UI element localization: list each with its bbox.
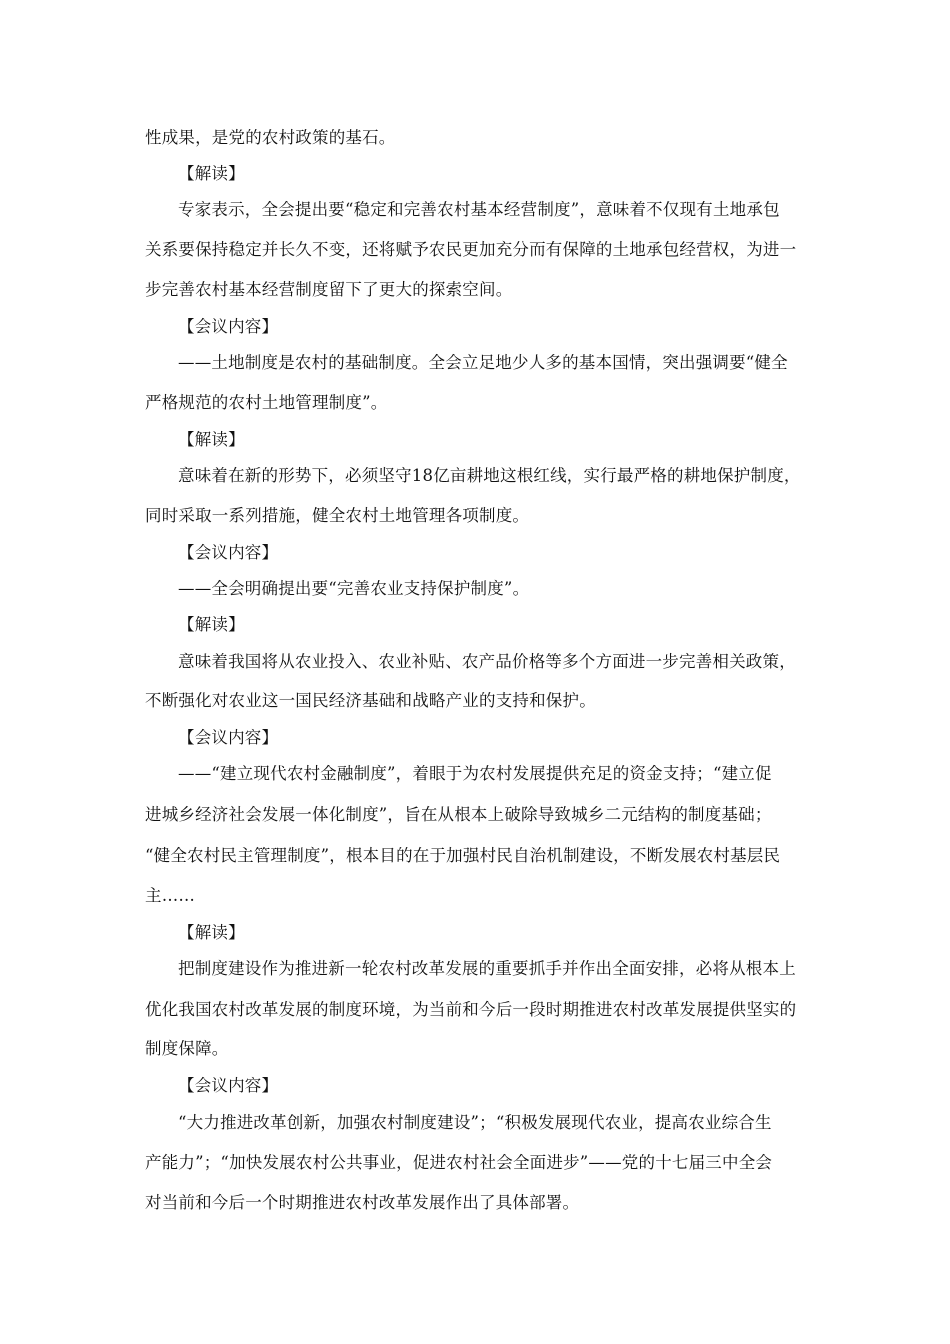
text-line: 步完善农村基本经营制度留下了更大的探索空间。 [145, 280, 513, 299]
text-line: 产能力”；“加快发展农村公共事业，促进农村社会全面进步”——党的十七届三中全会 [145, 1153, 773, 1172]
section-heading-meeting-content: 【会议内容】 [178, 728, 279, 747]
text-line: 优化我国农村改革发展的制度环境，为当前和今后一段时期推进农村改革发展提供坚实的 [145, 1000, 797, 1019]
text-line: “大力推进改革创新，加强农村制度建设”；“积极发展现代农业，提高农业综合生 [178, 1113, 772, 1132]
section-heading-interpretation: 【解读】 [178, 923, 245, 942]
text-line: 进城乡经济社会发展一体化制度”，旨在从根本上破除导致城乡二元结构的制度基础； [145, 805, 772, 824]
text-line: 同时采取一系列措施，健全农村土地管理各项制度。 [145, 506, 530, 525]
section-heading-interpretation: 【解读】 [178, 164, 245, 183]
text-line: 不断强化对农业这一国民经济基础和战略产业的支持和保护。 [145, 691, 596, 710]
text-line: 主…… [145, 886, 196, 905]
text-line: 严格规范的农村土地管理制度”。 [145, 393, 388, 412]
text-line: 制度保障。 [145, 1039, 229, 1058]
section-heading-meeting-content: 【会议内容】 [178, 1076, 279, 1095]
section-heading-interpretation: 【解读】 [178, 615, 245, 634]
text-line: ——土地制度是农村的基础制度。全会立足地少人多的基本国情，突出强调要“健全 [178, 353, 788, 372]
text-line: 意味着我国将从农业投入、农业补贴、农产品价格等多个方面进一步完善相关政策， [178, 652, 796, 671]
text-line: 把制度建设作为推进新一轮农村改革发展的重要抓手并作出全面安排，必将从根本上 [178, 959, 796, 978]
section-heading-interpretation: 【解读】 [178, 430, 245, 449]
text-line: 性成果，是党的农村政策的基石。 [145, 128, 396, 147]
text-line: 对当前和今后一个时期推进农村改革发展作出了具体部署。 [145, 1193, 580, 1212]
section-heading-meeting-content: 【会议内容】 [178, 317, 279, 336]
section-heading-meeting-content: 【会议内容】 [178, 543, 279, 562]
text-line: ——全会明确提出要“完善农业支持保护制度”。 [178, 579, 530, 598]
text-line: “健全农村民主管理制度”，根本目的在于加强村民自治机制建设，不断发展农村基层民 [145, 846, 781, 865]
text-line: 专家表示，全会提出要“稳定和完善农村基本经营制度”，意味着不仅现有土地承包 [178, 200, 780, 219]
text-line: 意味着在新的形势下，必须坚守18亿亩耕地这根红线，实行最严格的耕地保护制度， [178, 466, 801, 485]
text-line: 关系要保持稳定并长久不变，还将赋予农民更加充分而有保障的土地承包经营权，为进一 [145, 240, 797, 259]
text-line: ——“建立现代农村金融制度”，着眼于为农村发展提供充足的资金支持；“建立促 [178, 764, 772, 783]
